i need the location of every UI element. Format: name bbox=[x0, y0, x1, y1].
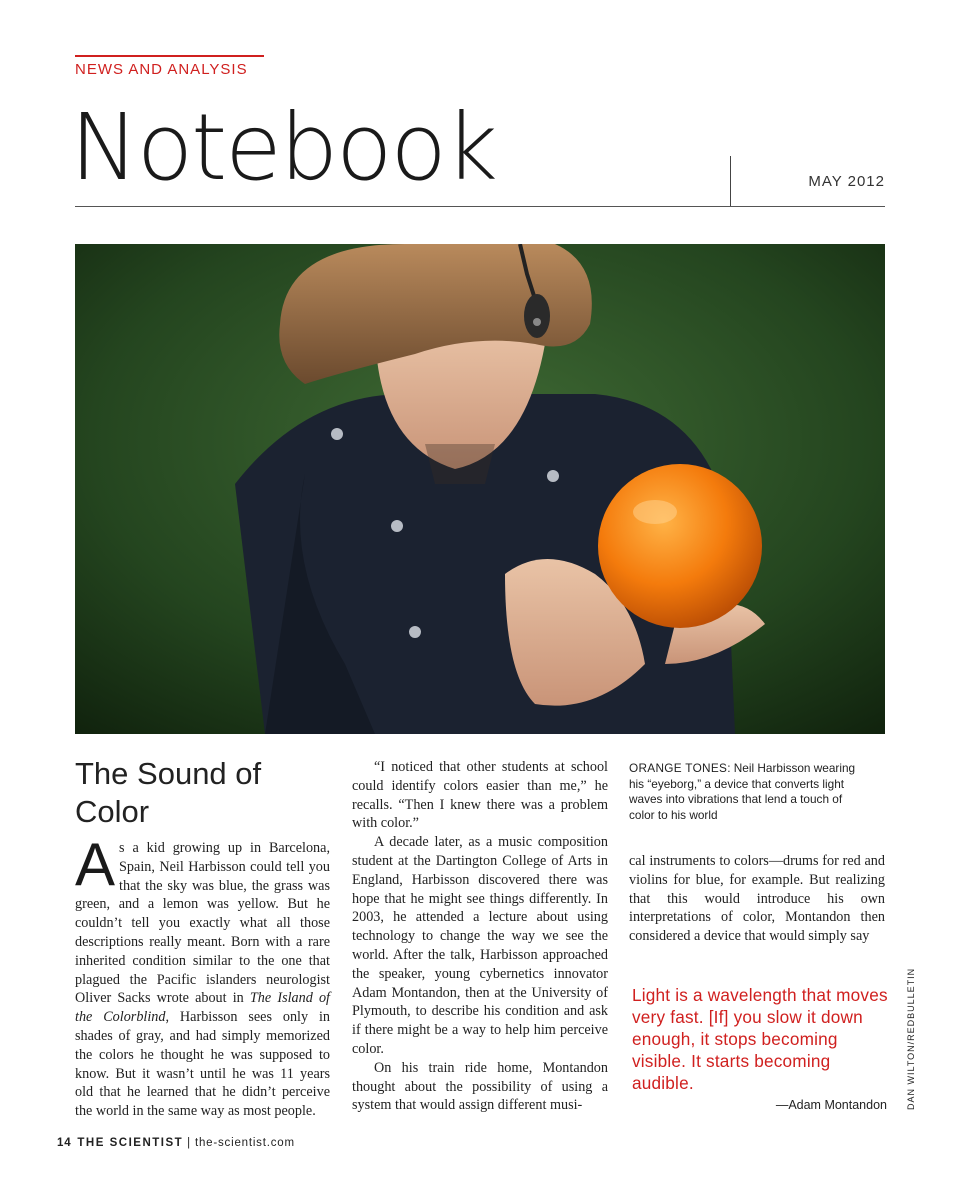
photo-caption bbox=[629, 761, 869, 823]
pull-quote-attribution: —Adam Montandon bbox=[775, 1098, 887, 1112]
page-number: 14 bbox=[57, 1137, 72, 1149]
photo-credit: DAN WILTON/REDBULLETIN bbox=[906, 967, 916, 1110]
footer-separator: | bbox=[187, 1137, 191, 1149]
masthead-divider bbox=[730, 156, 731, 206]
article-paragraph bbox=[75, 831, 330, 1121]
article-paragraph: cal instruments to colors—drums for red and violins for blue, for example. But realizing that this would introduce his own interpretations of color, Montandon then considered a device that would simply say bbox=[629, 853, 885, 945]
issue-date: MAY 2012 bbox=[808, 173, 885, 190]
book-title: The Island of the Colorblind bbox=[75, 990, 330, 1026]
paragraph-text: , Harbisson sees only in shades of gray, and had simply memorized the colors he thought he was supposed to know. But it wasn’t until he was 11 years old that he learned that he didn’t perceive the world in the same way as most people. bbox=[75, 1009, 330, 1120]
paragraph-text: s a kid growing up in Barcelona, Spain, Neil Harbisson could tell you that the sky was blue, the grass was green, and a lemon was yellow. But he couldn’t tell you exactly what all those descriptions really meant. Born with a rare inherited condition similar to the one that plagued the Pacific islanders neurologist Oliver Sacks wrote about in bbox=[75, 840, 330, 1007]
feature-photo bbox=[75, 244, 885, 734]
article-column-3 bbox=[629, 852, 885, 946]
section-rule bbox=[75, 55, 264, 57]
article-headline: The Sound of Color bbox=[75, 756, 262, 829]
caption-text: : Neil Harbisson wearing his “eyeborg,” a device that converts light waves into vibrations that lend a touch of color to his world bbox=[629, 761, 856, 822]
article-paragraph: A decade later, as a music composition student at the Dartington College of Arts in England, Harbisson discovered there was hope that he might see things differently. In 2003, he attended a lecture about using technology to change the way we see the world. After the talk, Harbisson approached the speaker, young cybernetics innovator Adam Montandon, then at the University of Plymouth, to describe his condition and ask if there might be a way to help him perceive color. bbox=[352, 834, 608, 1057]
website-url: the-scientist.com bbox=[194, 1137, 295, 1149]
article-paragraph: “I noticed that other students at school could identify colors easier than me,” he recalls. “Then I knew there was a problem with color.” bbox=[352, 759, 608, 832]
caption-label: ORANGE TONES bbox=[629, 761, 728, 775]
drop-cap: A bbox=[75, 831, 116, 898]
magazine-name: THE SCIENTIST bbox=[77, 1137, 184, 1149]
page-footer bbox=[57, 1137, 295, 1149]
pull-quote: Light is a wavelength that moves very fast. [If] you slow it down enough, it stops becoming visible. It starts becoming audible. bbox=[632, 985, 888, 1093]
article-paragraph: On his train ride home, Montandon thought about the possibility of using a system that would assign different musi- bbox=[352, 1059, 608, 1114]
masthead-title: Notebook bbox=[70, 94, 497, 201]
article-column-1 bbox=[75, 831, 330, 1121]
masthead-rule bbox=[75, 206, 885, 207]
section-label: NEWS AND ANALYSIS bbox=[75, 61, 248, 78]
photo-illustration bbox=[75, 244, 885, 734]
article-column-2 bbox=[352, 758, 608, 1115]
